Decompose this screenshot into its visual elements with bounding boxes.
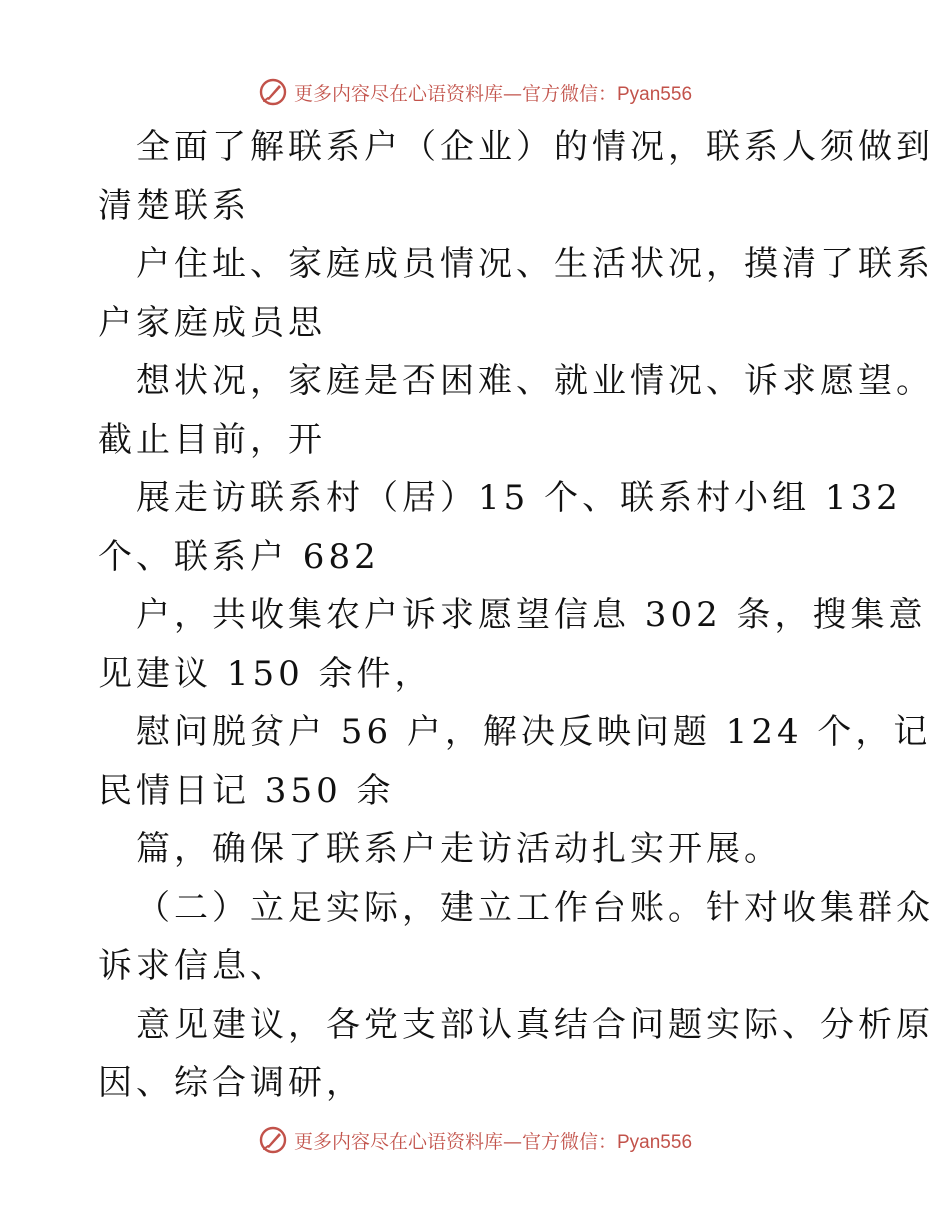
header-banner-text [294,79,692,106]
body-line: 户家庭成员思 [98,302,326,343]
header-banner [0,72,950,112]
header-wechat-handle: Pyan556 [617,83,693,105]
body-line: 因、综合调研， [98,1063,364,1103]
body-line: 截止目前，开 [98,419,326,460]
document-body [98,118,934,1113]
body-line: 民情日记 350 余 [98,770,395,811]
body-line: 想状况，家庭是否困难、就业情况、诉求愿望。 [136,361,934,401]
quill-logo-icon [258,77,288,107]
body-line: 展走访联系村（居）15 个、联系村小组 132 [136,478,902,518]
body-line: 个、联系户 682 [98,536,380,577]
body-line: 意见建议，各党支部认真结合问题实际、分析原 [136,1004,934,1045]
footer-wechat-handle: Pyan556 [617,1131,693,1153]
body-line: 户，共收集农户诉求愿望信息 302 条，搜集意 [136,595,927,635]
footer-banner-text [294,1127,692,1154]
body-line: 户住址、家庭成员情况、生活状况，摸清了联系 [136,244,934,284]
header-slogan: 更多内容尽在心语资料库 [293,82,503,105]
footer-wechat-label: 官方微信： [521,1130,617,1153]
footer-dash: — [502,1130,522,1153]
body-line: 诉求信息、 [98,946,288,986]
body-line: （二）立足实际，建立工作台账。针对收集群众 [136,887,934,928]
quill-logo-icon [258,1125,288,1155]
body-line: 全面了解联系户（企业）的情况，联系人须做到 [136,127,934,167]
body-line: 慰问脱贫户 56 户，解决反映问题 124 个，记 [136,712,932,752]
body-line: 清楚联系 [98,185,250,226]
header-dash: — [502,82,522,105]
body-line: 篇，确保了联系户走访活动扎实开展。 [136,829,782,869]
footer-banner [0,1120,950,1160]
footer-slogan: 更多内容尽在心语资料库 [293,1130,503,1153]
body-line: 见建议 150 余件， [98,653,433,694]
header-wechat-label: 官方微信： [521,82,617,105]
